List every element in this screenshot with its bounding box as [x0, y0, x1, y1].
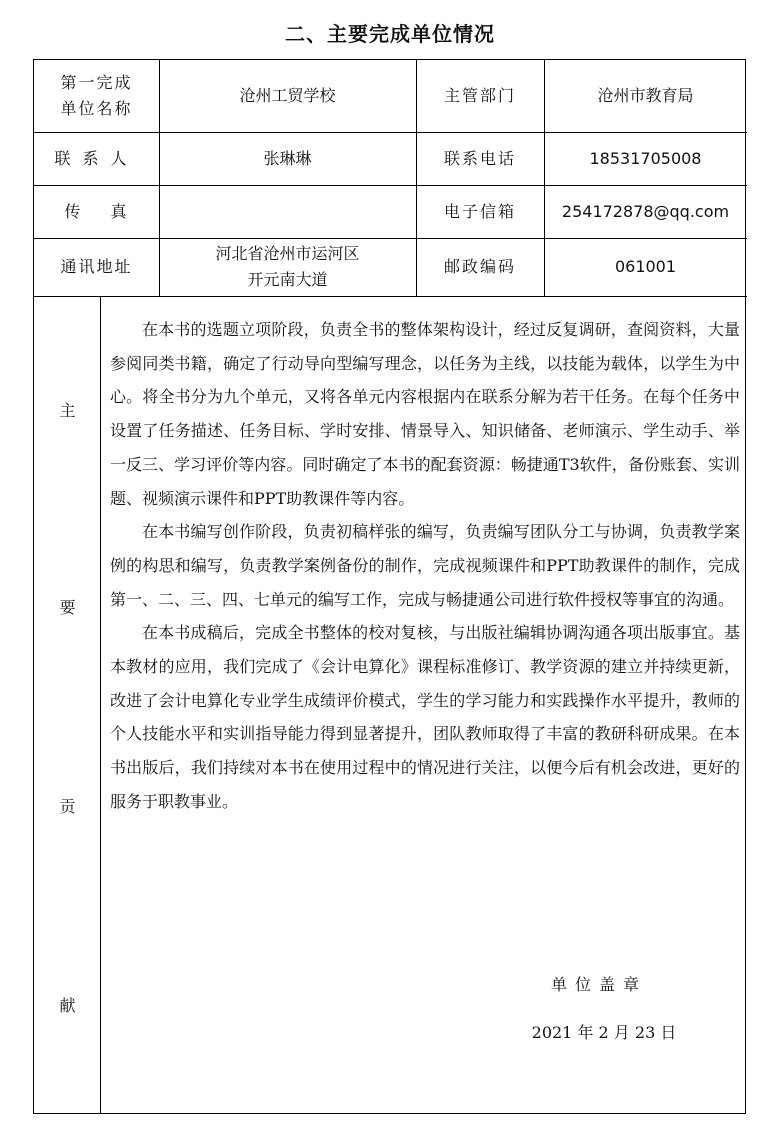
contribution-paragraph: 在本书的选题立项阶段，负责全书的整体架构设计，经过反复调研，查阅资料，大量参阅同类书籍，确定了行动导向型编写理念，以任务为主线，以技能为载体，以学生为中心。将全书分为九个单元，又将各单元内容根据内在联系分解为若干任务。在每个任务中设置了任务描述、任务目标、学时安排、情景导入、知识储备、老师演示、学生动手、举一反三、学习评价等内容。同时确定了本书的配套资源：畅捷通T3软件，备份账套、实训题、视频演示课件和PPT助教课件等内容。: [110, 320, 740, 508]
address-label: 通讯地址: [60, 257, 133, 276]
contribution-paragraph: 在本书成稿后，完成全书整体的校对复核，与出版社编辑协调沟通各项出版事宜。基本教材的应用，我们完成了《会计电算化》课程标准修订、教学资源的建立并持续更新，改进了会计电算化专业学生成绩评价模式，学生的学习能力和实践操作水平提升，教师的个人技能水平和实训指导能力得到显著提升，团队教师取得了丰富的教研科研成果。在本书出版后，我们持续对本书在使用过程中的情况进行关注，以便今后有机会改进，更好的服务于职教事业。: [110, 623, 740, 811]
contribution-paragraph: 在本书编写创作阶段，负责初稿样张的编写，负责编写团队分工与协调，负责教学案例的构思和编写，负责教学案例备份的制作，完成视频课件和PPT助教课件的制作，完成第一、二、三、四、七单元的编写工作，完成与畅捷通公司进行软件授权等事宜的沟通。: [110, 522, 740, 609]
phone-label: 联系电话: [443, 148, 516, 168]
signature-date: 2021 年 2 月 23 日: [531, 1023, 677, 1042]
department-value: 沧州市教育局: [597, 86, 694, 105]
email-value: 254172878@qq.com: [561, 201, 730, 221]
unit-name-label: 第一完成单位名称: [60, 73, 133, 118]
side-label-char: 献: [59, 996, 76, 1015]
page-title: 二、主要完成单位情况: [285, 22, 495, 46]
side-label-char: 要: [59, 598, 76, 617]
fax-label: 传真: [64, 201, 157, 221]
postcode-label: 邮政编码: [443, 257, 516, 276]
unit-seal-label: 单位盖章: [550, 975, 647, 994]
email-label: 电子信箱: [443, 201, 516, 221]
contribution-text: [110, 313, 740, 819]
postcode-value: 061001: [614, 257, 677, 276]
department-label: 主管部门: [443, 86, 516, 105]
contact-value: 张琳琳: [263, 148, 312, 168]
address-value: [159, 238, 416, 296]
side-label-char: 贡: [59, 797, 76, 816]
info-table: [33, 59, 746, 1114]
fax-value: [159, 185, 416, 238]
contact-label: 联系人: [54, 148, 139, 168]
row-divider: [34, 296, 747, 297]
phone-value: 18531705008: [589, 148, 702, 168]
address-line-2: 开元南大道: [247, 270, 328, 289]
side-label-char: 主: [59, 401, 76, 420]
address-line-1: 河北省沧州市运河区: [215, 244, 360, 263]
unit-name-value: 沧州工贸学校: [239, 86, 336, 105]
